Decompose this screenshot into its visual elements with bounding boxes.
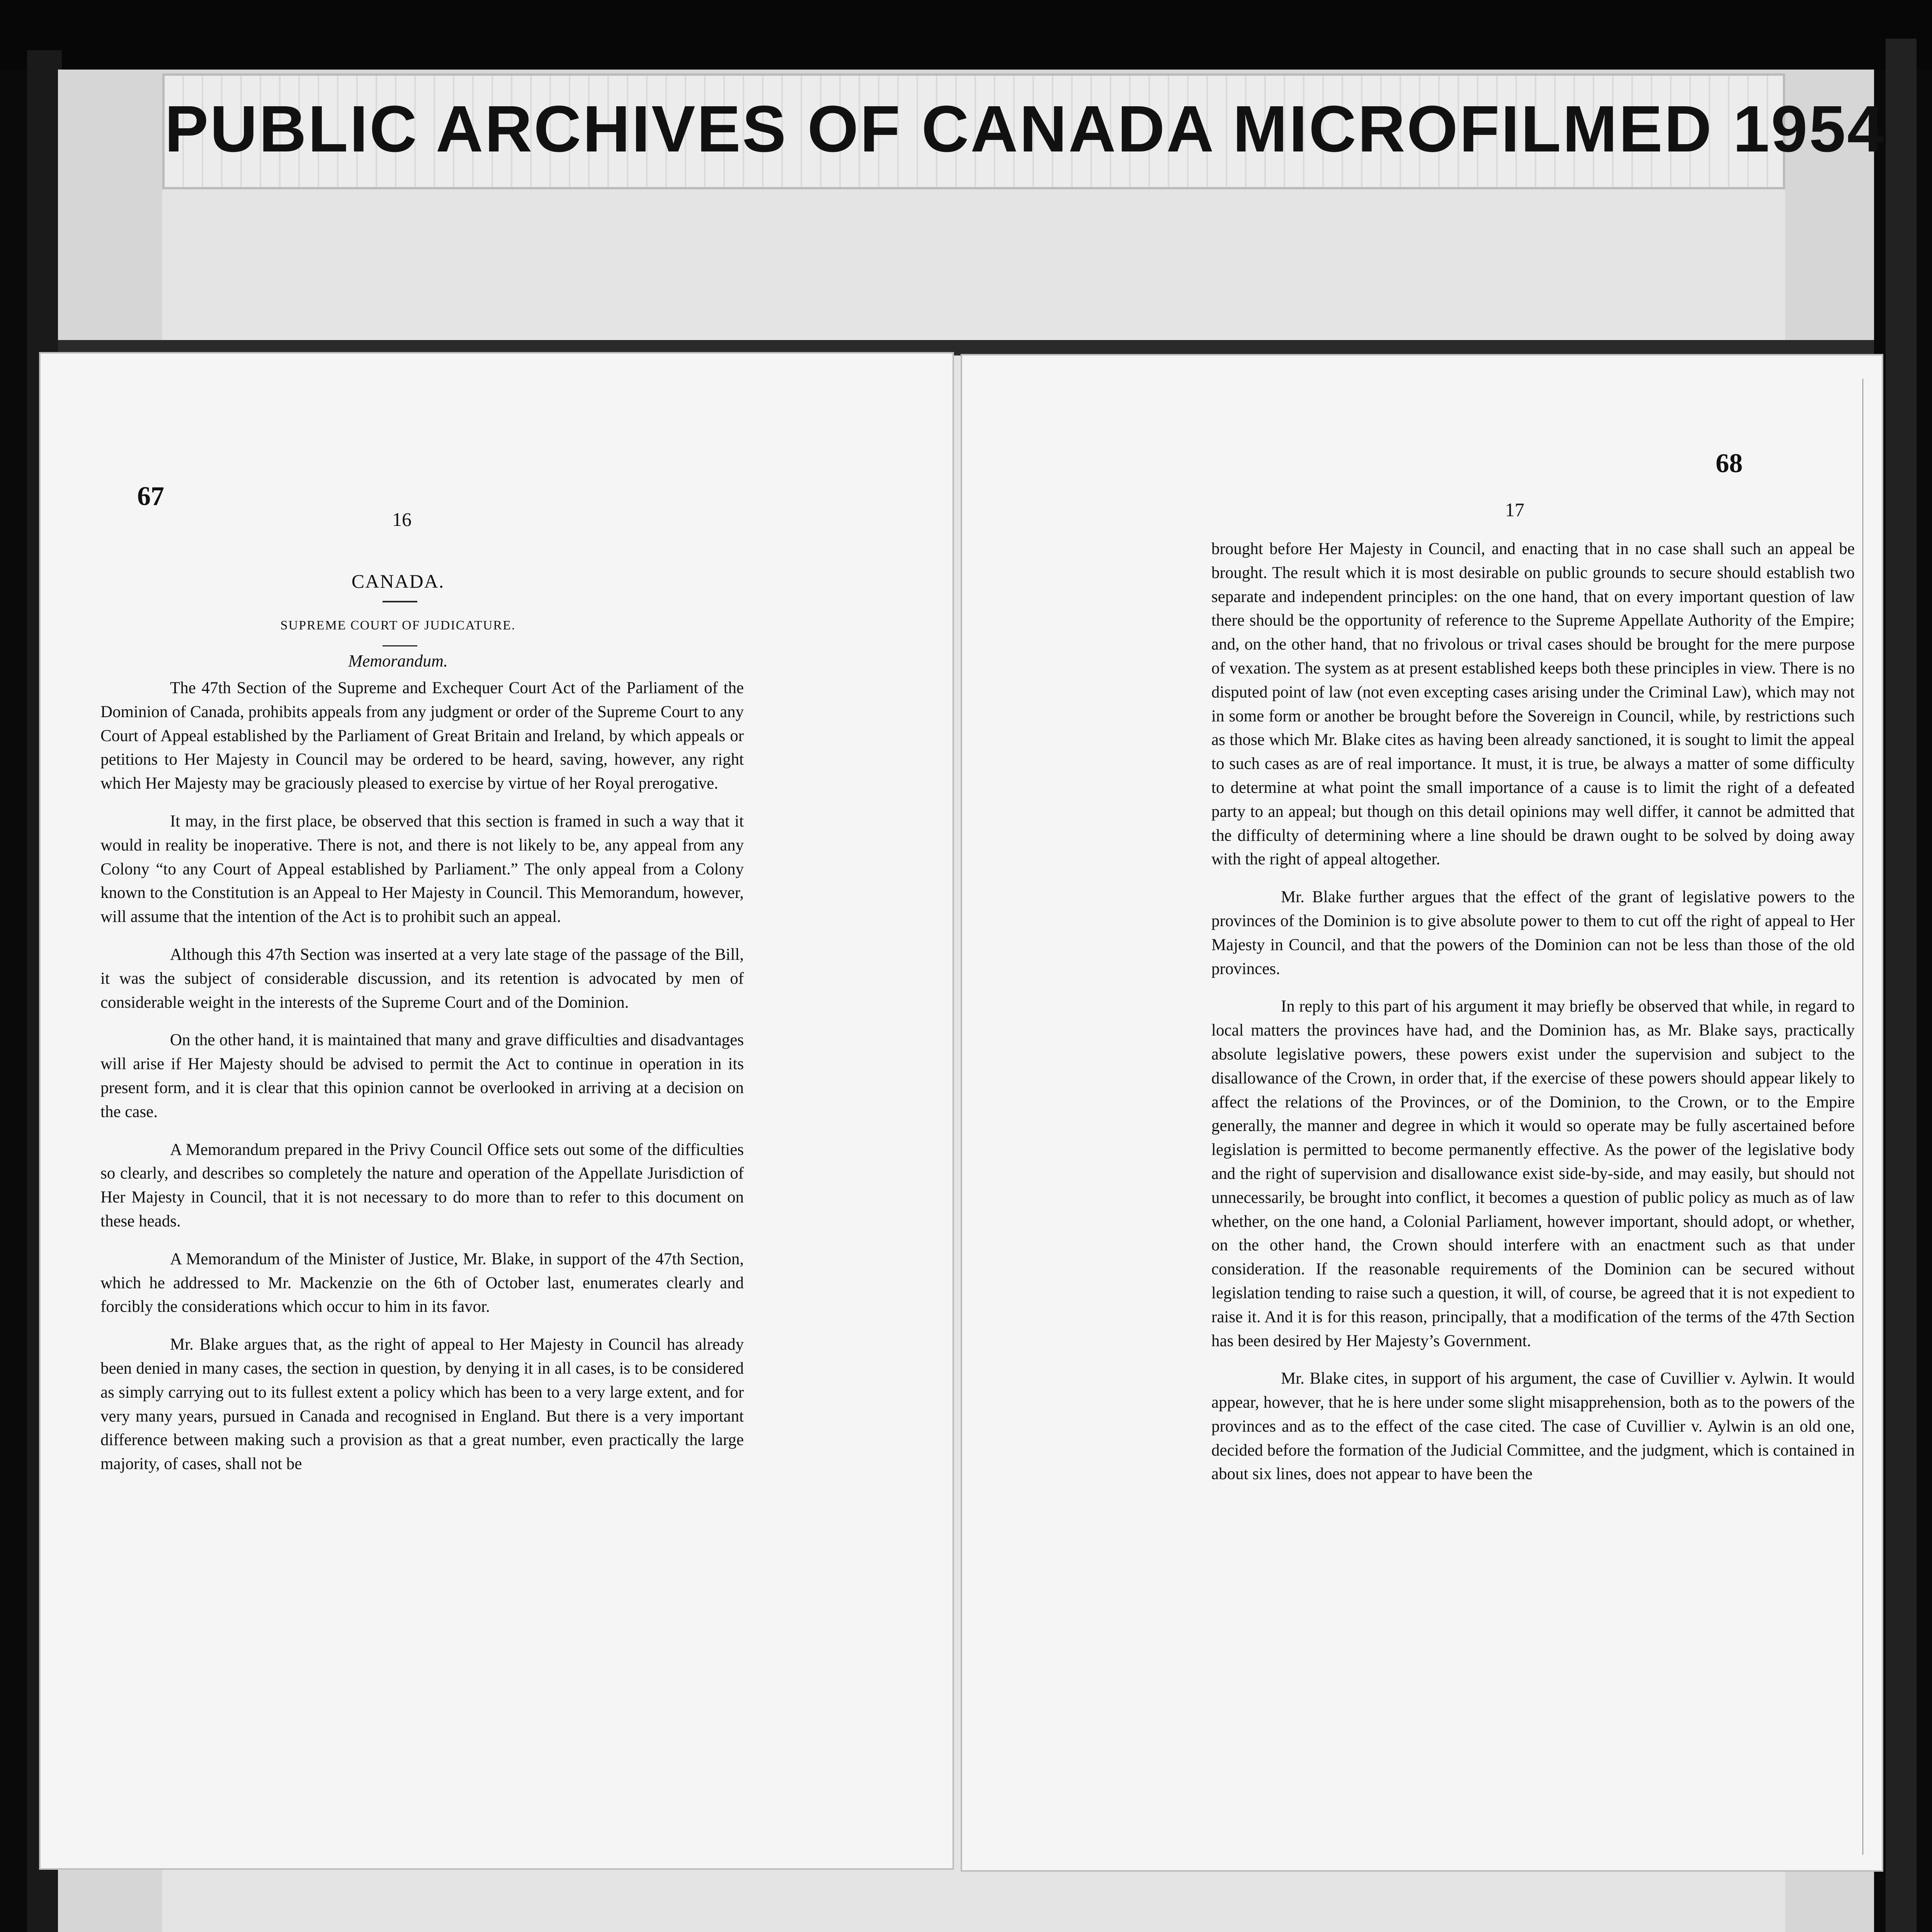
page-edge-line (1862, 379, 1863, 1855)
paragraph: Although this 47th Section was inserted at a very late stage of the passage of the Bill, it was the subject of considerable discussion, and its retention is advocated by men of considerable weight in the interests of the Supreme Court and of the Dominion. (100, 945, 744, 1012)
right-page-body (1211, 537, 1855, 1486)
shadow-band (58, 340, 1874, 355)
film-edge-right (1886, 39, 1917, 1932)
paragraph: A Memorandum prepared in the Privy Council Office sets out some of the difficulties so clearly, and describes so completely the nature and operation of the Appellate Jurisdiction of Her Majesty in Council, that it is not necessary to do more than to refer to this document on these heads. (100, 1140, 744, 1230)
document-heading: CANADA. (351, 570, 445, 592)
paragraph: Mr. Blake argues that, as the right of appeal to Her Majesty in Council has already been denied in many cases, the section in question, by denying it in all cases, is to be considered as simply carrying out to its fullest extent a policy which has been to a very large extent, and for very many years, pursued in Canada and recognised in England. But there is a very important difference between making such a provision as that a great number, even practically the large majority, of cases, shall not be (100, 1335, 744, 1473)
paragraph: Mr. Blake cites, in support of his argument, the case of Cuvillier v. Aylwin. It would appear, however, that he is here under some slight misapprehension, both as to the powers of the provinces and as to the effect of the case cited. The case of Cuvillier v. Aylwin is an old one, decided before the formation of the Judicial Committee, and the judgment, which is contained in about six lines, does not appear to have been the (1211, 1369, 1855, 1483)
heading-rule (383, 601, 417, 602)
archive-banner (162, 73, 1885, 189)
paragraph: The 47th Section of the Supreme and Exchequer Court Act of the Parliament of the Dominion of Canada, prohibits appeals from any judgment or order of the Supreme Court to any Court of Appeal established by the Parliament of Great Britain and Ireland, by which appeals or petitions to Her Majesty in Council may be ordered to be heard, saving, however, any right which Her Majesty may be graciously pleased to exercise by virtue of her Royal prerogative. (100, 679, 744, 793)
paragraph: A Memorandum of the Minister of Justice, Mr. Blake, in support of the 47th Section, which he addressed to Mr. Mackenzie on the 6th of October last, enumerates clearly and forcibly the considerations which occur to him in its favor. (100, 1250, 744, 1316)
folio-number: 67 (137, 481, 164, 511)
paragraph: It may, in the first place, be observed that this section is framed in such a way that it would in reality be inoperative. There is not, and there is not likely to be, any appeal from any Colony “to any Court of Appeal established by Parliament.” The only appeal from a Colony known to the Constitution is an Appeal to Her Majesty in Council. This Memorandum, however, will assume that the intention of the Act is to prohibit such an appeal. (100, 812, 744, 926)
paragraph: Mr. Blake further argues that the effect of the grant of legislative powers to the provinces of the Dominion is to give absolute power to them to cut off the right of appeal to Her Majesty in Council, and that the powers of the Dominion can not be less than those of the old provinces. (1211, 888, 1855, 978)
page-number: 17 (1505, 499, 1524, 520)
left-page-body (100, 676, 744, 1476)
left-page (41, 354, 952, 1868)
banner-title: PUBLIC ARCHIVES OF CANADA MICROFILMED 1954 (165, 92, 1885, 166)
film-edge-top (0, 0, 1932, 70)
paragraph: On the other hand, it is maintained that many and grave difficulties and disadvantages will arise if Her Majesty should be advised to permit the Act to continue in operation in its present form, and it is clear that this opinion cannot be overlooked in arriving at a decision on the case. (100, 1031, 744, 1121)
folio-number: 68 (1716, 449, 1743, 478)
memo-title: Memorandum. (348, 651, 448, 670)
document-subheading: SUPREME COURT OF JUDICATURE. (280, 618, 516, 633)
right-page (962, 355, 1882, 1870)
subheading-rule (383, 645, 417, 646)
paragraph: In reply to this part of his argument it may briefly be observed that while, in regard to local matters the provinces have had, and the Dominion has, as Mr. Blake says, practically absolute legislative powers, these powers exist under the supervision and subject to the disallowance of the Crown, in order that, if the exercise of these powers should appear likely to affect the relations of the Provinces, or of the Dominion, to the Crown, or to the Empire generally, the manner and degree in which it would so operate may be fully ascertained before legislation is permitted to become permanently effective. As the power of the legislative body and the right of supervision and disallowance exist side-by-side, and may easily, but should not unnecessarily, be brought into conflict, it becomes a question of public policy as much as of law whether, on the one hand, a Colonial Parliament, however important, should adopt, or whether, on the other hand, the Crown should interfere with an enactment such as that under consideration. If the reasonable requirements of the Dominion can be secured without legislation tending to raise such a question, it will, of course, be agreed that it is not expedient to raise it. And it is for this reason, principally, that a modification of the terms of the 47th Section has been desired by Her Majesty’s Government. (1211, 997, 1855, 1350)
page-number: 16 (392, 509, 412, 530)
paragraph: brought before Her Majesty in Council, and enacting that in no case shall such an appeal be brought. The result which it is most desirable on public grounds to secure should establish two separate and independent principles: on the one hand, that on every important question of law there should be the opportunity of reference to the Supreme Appellate Authority of the Empire; and, on the other hand, that no frivolous or trival cases should be brought for the mere purpose of vexation. The system as at present established keeps both these principles in view. There is no disputed point of law (not even excepting cases arising under the Criminal Law), which may not in some form or another be brought before the Sovereign in Council, while, by restrictions such as those which Mr. Blake cites as having been already sanctioned, it is sought to limit the appeal to such cases as are of real importance. It must, it is true, be always a matter of some difficulty to determine at what point the small importance of a cause is to limit the right of a defeated party to an appeal; but though on this detail opinions may well differ, it cannot be admitted that the difficulty of determining where a line should be drawn ought to be solved by doing away with the right of appeal altogether. (1211, 540, 1855, 869)
